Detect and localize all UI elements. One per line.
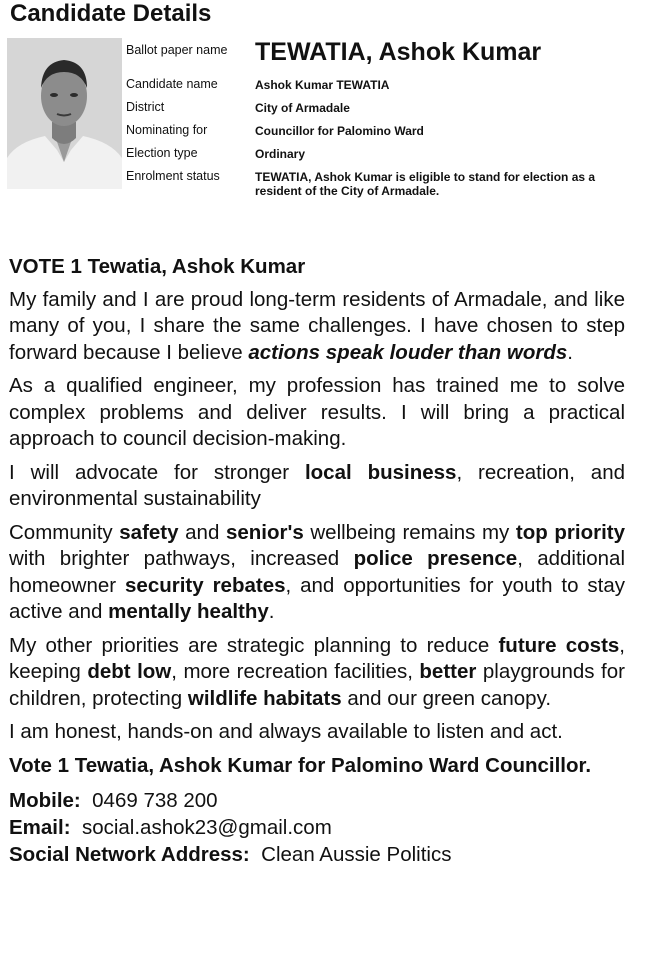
district: City of Armadale: [255, 101, 350, 115]
candidate-statement: [9, 254, 625, 868]
ballot-paper-name: TEWATIA, Ashok Kumar: [255, 38, 542, 66]
social-network-address: Clean Aussie Politics: [261, 843, 452, 866]
detail-row-nominating-for: [126, 115, 641, 138]
text-run: playgrounds for children, protecting: [9, 660, 625, 710]
statement-paragraph-5: [9, 633, 625, 713]
emphasis-text: mentally healthy: [108, 600, 269, 623]
statement-heading: VOTE 1 Tewatia, Ashok Kumar: [9, 255, 306, 278]
text-run: and: [178, 520, 226, 544]
emphasis-text: senior's: [225, 520, 304, 544]
emphasis-text: future costs: [498, 633, 620, 657]
detail-label: Candidate name: [126, 77, 218, 91]
enrolment-status: TEWATIA, Ashok Kumar is eligible to stand for election as a resident of the City of Armadale.: [255, 170, 596, 198]
page-title: Candidate Details: [10, 0, 212, 27]
detail-label: Nominating for: [126, 123, 208, 137]
text-run: , keeping: [9, 633, 625, 683]
emphasis-text: security rebates: [125, 573, 286, 597]
portrait-illustration: [7, 38, 122, 189]
emphasis-text: debt low: [87, 660, 172, 683]
emphasis-text: local business: [304, 460, 457, 484]
contact-email: [9, 814, 625, 841]
detail-label: Election type: [126, 146, 198, 160]
closing-statement: Vote 1 Tewatia, Ashok Kumar for Palomino Ward Councillor.: [9, 753, 592, 777]
statement-paragraph-6: I am honest, hands-on and always available to listen and act.: [9, 720, 563, 743]
statement-paragraph-1: [9, 287, 625, 367]
text-run: , and opportunities for youth to stay active and: [9, 573, 625, 623]
contact-social: [9, 841, 625, 868]
text-run: with brighter pathways, increased: [9, 547, 354, 570]
text-run: .: [268, 600, 275, 623]
detail-label: Ballot paper name: [126, 43, 228, 57]
text-run: and our green canopy.: [341, 686, 552, 710]
statement-paragraph-2: As a qualified engineer, my profession has trained me to solve complex problems and deliver results. I will bring a practical approach to council decision-making.: [9, 374, 625, 450]
text-run: I will advocate for stronger: [9, 460, 305, 484]
text-run: .: [567, 340, 573, 364]
emphasis-text: police presence: [353, 547, 518, 570]
candidate-details-table: [126, 36, 641, 198]
social-label: Social Network Address:: [9, 843, 250, 866]
detail-label: District: [126, 100, 165, 114]
detail-row-enrolment-status: [126, 161, 641, 198]
text-run: , more recreation facilities,: [171, 660, 420, 683]
text-run: wellbeing remains my: [303, 520, 516, 544]
text-run: , recreation, and environmental sustainability: [9, 460, 625, 510]
emphasis-text: actions speak louder than words: [248, 340, 568, 364]
mobile-label: Mobile:: [9, 789, 81, 812]
email-label: Email:: [9, 816, 71, 839]
emphasis-text: safety: [119, 520, 179, 544]
detail-label: Enrolment status: [126, 169, 220, 183]
detail-row-ballot-name: [126, 36, 641, 68]
text-run: , additional homeowner: [9, 547, 625, 597]
emphasis-text: top priority: [515, 520, 626, 544]
text-run: My other priorities are strategic planning to reduce: [9, 633, 499, 657]
text-run: My family and I are proud long-term residents of Armadale, and like many of you, I share the same challenges. I have chosen to step forward because I believe: [9, 287, 625, 364]
statement-paragraph-3: [9, 460, 625, 513]
statement-paragraph-4: [9, 520, 625, 626]
detail-row-election-type: [126, 138, 641, 161]
emphasis-text: wildlife habitats: [187, 686, 342, 710]
detail-row-district: [126, 92, 641, 115]
text-run: Community: [9, 520, 120, 544]
election-type: Ordinary: [255, 147, 306, 161]
nominating-for: Councillor for Palomino Ward: [255, 124, 424, 138]
email-address: social.ashok23@gmail.com: [81, 816, 332, 839]
candidate-photo: [7, 38, 122, 189]
detail-row-candidate-name: [126, 68, 641, 92]
mobile-number: 0469 738 200: [92, 789, 218, 812]
emphasis-text: better: [419, 660, 477, 683]
contact-mobile: [9, 787, 625, 814]
candidate-name: Ashok Kumar TEWATIA: [255, 78, 390, 92]
